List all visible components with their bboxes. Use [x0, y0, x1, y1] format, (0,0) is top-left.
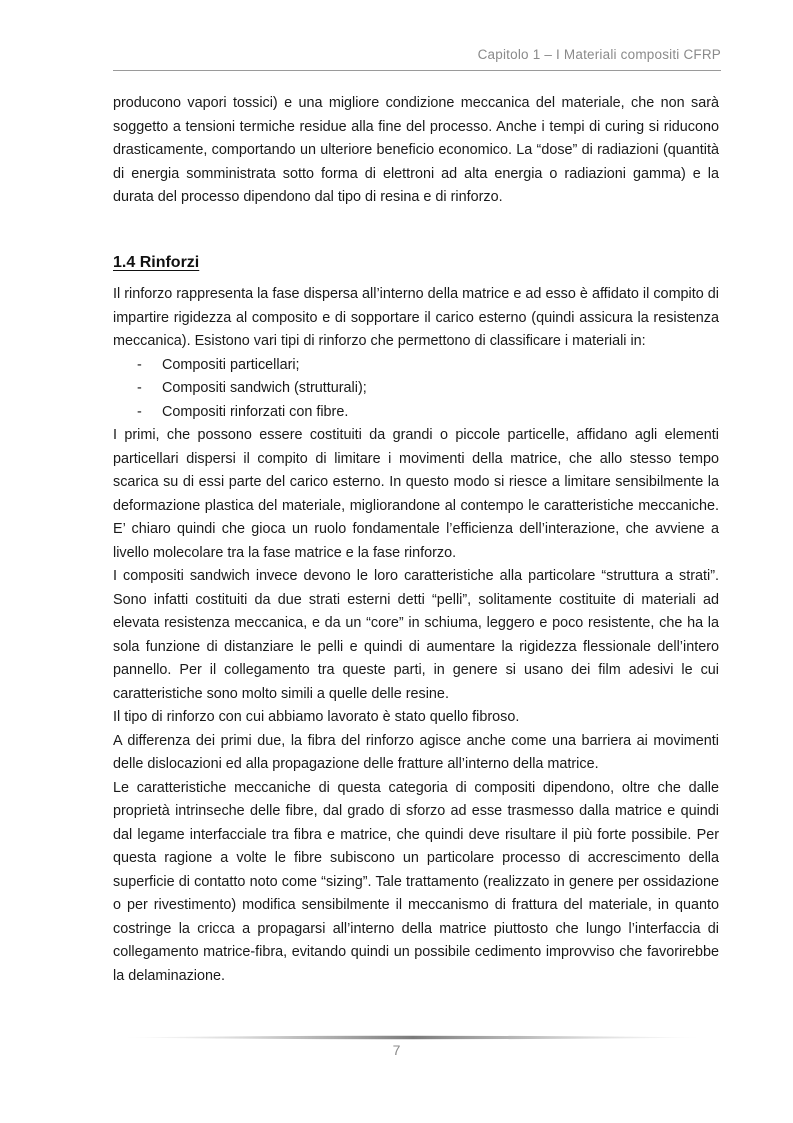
intro-block [113, 92, 719, 210]
footer-rule [120, 1035, 706, 1040]
section-body [113, 283, 719, 988]
list-item [113, 354, 719, 378]
list-dash: - [137, 403, 142, 420]
paragraph-4: Il tipo di rinforzo con cui abbiamo lavorato è stato quello fibroso. [113, 709, 520, 725]
reinforcement-list [113, 354, 719, 425]
paragraph-5: A differenza dei primi due, la fibra del rinforzo agisce anche come una barriera ai movimenti delle dislocazioni ed alla propagazione delle fratture all’interno della matrice. [113, 732, 719, 772]
page-number: 7 [392, 1042, 401, 1058]
list-item [113, 377, 719, 401]
footer-rule-shape [120, 1035, 706, 1040]
list-dash: - [137, 356, 142, 373]
list-dash: - [137, 380, 142, 396]
section-heading: 1.4 Rinforzi [113, 254, 200, 271]
running-header: Capitolo 1 – I Materiali compositi CFRP [477, 47, 721, 62]
header-rule [113, 70, 721, 71]
paragraph-1: Il rinforzo rappresenta la fase dispersa all’interno della matrice e ad esso è affidato il compito di impartire rigidezza al composito e di sopportare il carico esterno (quindi assicura la resistenza meccanica). Esistono vari tipi di rinforzo che permettono di classificare i materiali in: [113, 286, 719, 349]
intro-paragraph: producono vapori tossici) e una migliore condizione meccanica del materiale, che non sarà soggetto a tensioni termiche residue alla fine del processo. Anche i tempi di curing si riducono drasticamente, comportando un ulteriore beneficio economico. La “dose” di radiazioni (quantità di energia somministrata sotto forma di elettroni ad alta energia o radiazioni gamma) e la durata del processo dipendono dal tipo di resina e di rinforzo. [113, 95, 719, 205]
paragraph-6: Le caratteristiche meccaniche di questa categoria di compositi dipendono, oltre che dalle proprietà intrinseche delle fibre, dal grado di sforzo ad esse trasmesso dalla matrice e quindi dal legame interfacciale tra fibra e matrice, che quindi deve risultare il più forte possibile. Per questa ragione a volte le fibre subiscono un particolare processo di accrescimento della superficie di contatto noto come “sizing”. Tale trattamento (realizzato in genere per ossidazione o per rivestimento) modifica sensibilmente il meccanismo di frattura del materiale, in quanto costringe la cricca a propagarsi all’interno della matrice piuttosto che lungo l’interfaccia di collegamento matrice-fibra, evitando quindi un possibile cedimento improvviso che favorirebbe la delaminazione. [113, 779, 719, 984]
list-item-text: Compositi rinforzati con fibre. [162, 403, 349, 420]
list-item-text: Compositi sandwich (strutturali); [162, 380, 367, 396]
paragraph-2: I primi, che possono essere costituiti da grandi o piccole particelle, affidano agli elementi particellari dispersi il compito di limitare i movimenti della matrice, che allo stesso tempo scarica su di essi parte del carico esterno. In questo modo si riesce a limitare sensibilmente la deformazione plastica del materiale, migliorandone al contempo le caratteristiche meccaniche. E’ chiaro quindi che gioca un ruolo fondamentale l’efficienza dell’interazione, che avviene a livello molecolare tra la fase matrice e la fase rinforzo. [113, 427, 719, 561]
paragraph-3: I compositi sandwich invece devono le loro caratteristiche alla particolare “struttura a strati”. Sono infatti costituiti da due strati esterni detti “pelli”, solitamente costituite di materiali ad elevata resistenza meccanica, e da un “core” in schiuma, leggero e poco resistente, che ha la sola funzione di distanziare le pelli e quindi di aumentare la rigidezza flessionale dell’intero pannello. Per il collegamento tra queste parti, in genere si usano dei film adesivi le cui caratteristiche sono molto simili a quelle delle resine. [113, 568, 719, 702]
list-item-text: Compositi particellari; [162, 356, 300, 373]
list-item [113, 401, 719, 425]
